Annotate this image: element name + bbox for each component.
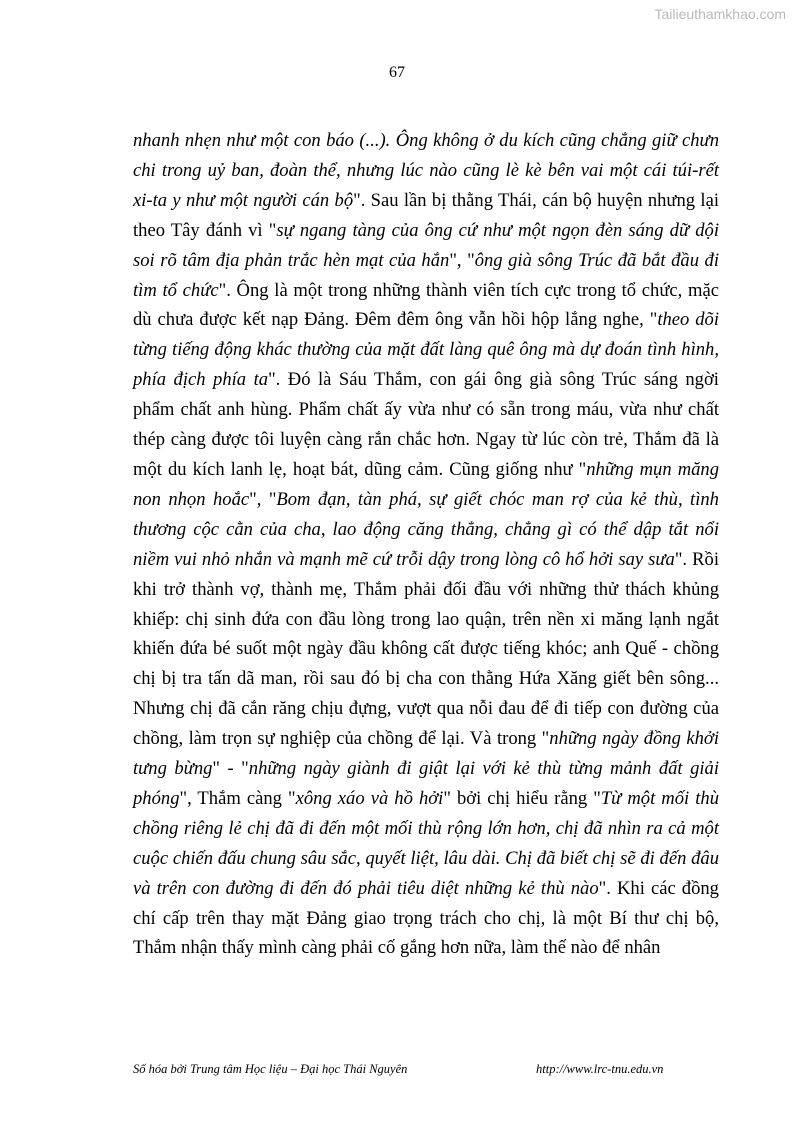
text-span: sự ngang tàng của ông cứ như một ngọn đèn sáng dữ dội soi rõ tâm địa phản trắc hèn mạt của hắn [133,219,719,271]
text-span: nhanh nhẹn như một con báo (...). Ông không ở du kích cũng chẳng giữ chưn chi trong uỷ ban, đoàn thể, nhưng lúc nào cũng lè kè bên vai một cái túi-rết xi-ta y như một người cán bộ [133,130,719,211]
text-span: Bom đạn, tàn phá, sự giết chóc man rợ của kẻ thù, tình thương cộc cằn của cha, lao động căng thẳng, chẳng gì có thể dập tắt nổi niềm vui nhỏ nhắn và mạnh mẽ cứ trỗi dậy trong lòng cô hổ hởi say sưa [133,488,719,570]
page-number: 67 [389,64,405,81]
text-span: những ngày đồng khởi tưng bừng [133,728,720,780]
text-span: " - " [212,758,249,780]
text-span: Từ một mối thù chồng riêng lẻ chị đã đi đến một mối thù rộng lớn hơn, chị đã nhìn ra cả một cuộc chiến đấu chung sâu sắc, quyết liệt, lâu dài. Chị đã biết chị sẽ đi đến đâu và trên con đường đi đến đó phải tiêu diệt những kẻ thù nào [133,787,719,899]
text-span: ", " [449,249,475,271]
text-span: xông xáo và hồ hởi [295,787,444,809]
text-span: ". Sau lần bị thằng Thái, cán bộ huyện nhưng lại theo Tây đánh vì " [133,189,719,241]
text-span: theo dõi từng tiếng động khác thường của mặt đất làng quê ông mà dự đoán tình hình, phía địch phía ta [133,309,720,391]
footer-url: http://www.lrc-tnu.edu.vn [536,1062,664,1076]
text-span: ", " [249,488,277,510]
text-span: ông già sông Trúc đã bắt đầu đi tìm tổ chức [133,249,720,301]
body-paragraph [133,126,719,963]
text-span: những ngày giành đi giật lại với kẻ thù từng mảnh đất giải phóng [133,758,719,809]
text-span: ". Rồi khi trở thành vợ, thành mẹ, Thắm phải đối đầu với những thử thách khủng khiếp: chị sinh đứa con đầu lòng trong lao quận, trên nền xi măng lạnh ngắt khiến đứa bé suốt một ngày đầu không cất được tiếng khóc; anh Quế - chồng chị bị tra tấn dã man, rồi sau đó bị cha con thằng Hứa Xăng giết bên sông... Nhưng chị đã cắn răng chịu đựng, vượt qua nỗi đau để đi tiếp con đường của chồng, làm trọn sự nghiệp của chồng để lại. Và trong " [133,548,719,750]
text-span: những mụn măng non nhọn hoắc [133,458,720,510]
text-span: ". Đó là Sáu Thắm, con gái ông già sông Trúc sáng ngời phẩm chất anh hùng. Phẩm chất ấy vừa như có sẵn trong máu, vừa như chất thép càng được tôi luyện càng rắn chắc hơn. Ngay từ lúc còn trẻ, Thắm đã là một du kích lanh lẹ, hoạt bát, dũng cảm. Cũng giống như " [133,369,719,480]
text-span: ". Khi các đồng chí cấp trên thay mặt Đảng giao trọng trách cho chị, là một Bí thư chị bộ, Thắm nhận thấy mình càng phải cố gắng hơn nữa, làm thế nào để nhân [133,877,719,959]
text-span: " bởi chị hiểu rằng " [443,787,601,809]
text-span: ". Ông là một trong những thành viên tích cực trong tổ chức, mặc dù chưa được kết nạp Đảng. Đêm đêm ông vẫn hồi hộp lắng nghe, " [133,279,720,331]
watermark: Tailieuthamkhao.com [654,6,786,22]
footer-source: Số hóa bởi Trung tâm Học liệu – Đại học Thái Nguyên [133,1062,408,1076]
text-span: ", Thắm càng " [179,787,296,809]
